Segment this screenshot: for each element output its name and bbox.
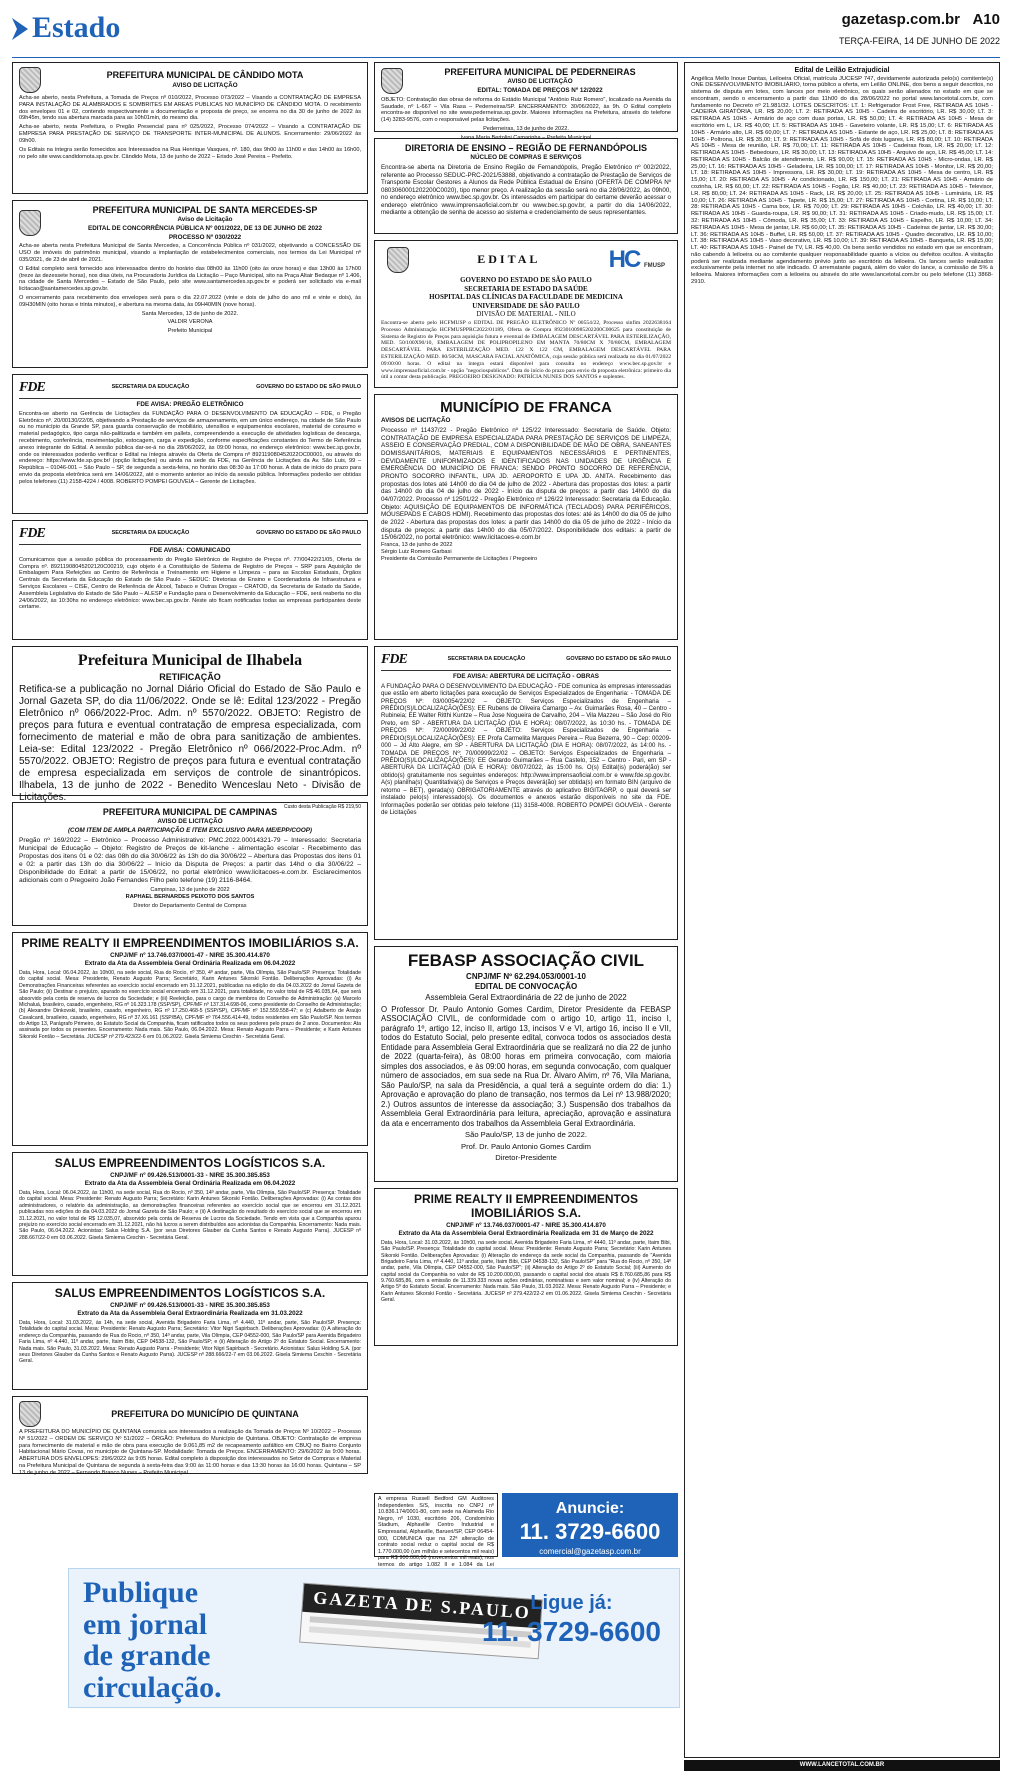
notice-subtitle: PROCESSO Nº 030/2022 xyxy=(168,233,242,241)
promo-cta xyxy=(482,1591,661,1650)
chevron-right-icon xyxy=(12,18,28,40)
notice-subtitle: Aviso de Licitação xyxy=(177,216,233,224)
notice-pederneiras xyxy=(374,62,678,141)
ad-title: Anuncie: xyxy=(555,1500,625,1517)
column-right xyxy=(684,62,1000,1771)
promo-line: circulação. xyxy=(83,1670,222,1704)
ad-email[interactable]: comercial@gazetasp.com.br xyxy=(539,1547,641,1557)
notice-text: A empresa Russell Bedford GM Auditores Independentes S/S, inscrita no CNPJ nº 10.836.174/0001-80, com sede na Alameda Rio Negro, nº 1030, escritório 206, Condomínio Stadium, Alphaville Centro Industrial e Empresarial, Alphaville, Barueri/SP, CEP 06454-000, COMUNICA que na 22ª alteração de contrato social reduz o capital social de R$ 1.770.000,00 (um milhão e setecentos mil reais) para R$ 900.000,00 (novecentos mil reais), nos termos do artigo 1.082 II e 1.084 da Lei xyxy=(378,1496,494,1568)
page-header xyxy=(12,8,1000,58)
notice-signature: São Paulo/SP, 13 de junho de 2022. xyxy=(465,1130,587,1140)
hc-line: HOSPITAL DAS CLÍNICAS DA FACULDADE DE MEDICINA xyxy=(429,293,623,302)
notice-signature: Diretor-Presidente xyxy=(495,1152,557,1162)
notice-title: PREFEITURA MUNICIPAL DE CÂNDIDO MOTA xyxy=(106,70,304,81)
notice-salus-ago xyxy=(12,1152,368,1276)
notice-subtitle: Extrato da Ata da Assembleia Geral Ordinária Realizada em 06.04.2022 xyxy=(84,1180,296,1188)
promo-phone[interactable]: 11. 3729-6600 xyxy=(481,1616,661,1648)
notice-title: MUNICÍPIO DE FRANCA xyxy=(440,399,612,416)
notice-subtitle: AVISO DE LICITAÇÃO xyxy=(507,78,573,86)
fde-governo: GOVERNO DO ESTADO DE SÃO PAULO xyxy=(256,384,361,391)
notice-text: Angélica Mello Inoue Dantas, Leiloeira Oficial, matrícula JUCESP 747, devidamente autorizada pelo(s) comitente(s) ONE DESENVOLVIMENTO IMOBILIÁRIO, torna público a oferta, em Leilão ONLINE, dos bens a seguir descritos, no sistema de disputa em lotes, com lances por meio eletrônico, os quais serão alienados no estado em que se encontram, sendo o encerramento a partir das 11h00 do dia 28/06/2022 no portal www.lancetotal.com.br, com fundamento no Decreto nº 21.981/32. LOTES DESCRITOS: LT. 1: Refrigerador Frost Free, RETIRADA AS 10H5 - CADEIRA GIRATÓRIA, LR. R$ 20,00; LT. 2: RETIRADA AS 10H5 - Cadeira de escritório, LR. R$ 30,00; LT. 3: RETIRADA AS 10H5 - Armário de aço com duas portas, LR. R$ 50,00; LT. 4: RETIRADA AS 10H5 - Mesa de escritório em L, LR. R$ 40,00; LT. 5: RETIRADA AS 10H5 - Gaveteiro volante, LR. R$ 15,00; LT. 6: RETIRADA AS 10H5 - Armário alto, LR. R$ 60,00; LT. 7: RETIRADA AS 10H5 - Estante de aço, LR. R$ 25,00; LT. 8: RETIRADA AS 10H5 - Poltrona, LR. R$ 35,00; LT. 9: RETIRADA AS 10H5 - Sofá de dois lugares, LR. R$ 80,00; LT. 10: RETIRADA AS 10H5 - Mesa de reunião, LR. R$ 70,00; LT. 11: RETIRADA AS 10H5 - Cadeiras fixas, LR. R$ 20,00; LT. 12: RETIRADA AS 10H5 - Bebedouro, LR. R$ 30,00; LT. 13: RETIRADA AS 10H5 - Arquivo de aço, LR. R$ 45,00; LT. 14: RETIRADA AS 10H5 - Balcão de atendimento, LR. R$ 90,00; LT. 15: RETIRADA AS 10H5 - Micro-ondas, LR. R$ 25,00; LT. 16: RETIRADA AS 10H5 - Geladeira, LR. R$ 100,00; LT. 17: RETIRADA AS 10H5 - Monitor, LR. R$ 20,00; LT. 18: RETIRADA AS 10H5 - Impressora, LR. R$ 30,00; LT. 19: RETIRADA AS 10H5 - Mesa de centro, LR. R$ 15,00; LT. 20: RETIRADA AS 10H5 - Ar condicionado, LR. R$ 150,00; LT. 21: RETIRADA AS 10H5 - Armário de cozinha, LR. R$ 60,00; LT. 22: RETIRADA AS 10H5 - Fogão, LR. R$ 40,00; LT. 23: RETIRADA AS 10H5 - Televisor, LR. R$ 80,00; LT. 24: RETIRADA AS 10H5 - Rack, LR. R$ 20,00; LT. 25: RETIRADA AS 10H5 - Luminária, LR. R$ 10,00; LT. 26: RETIRADA AS 10H5 - Tapete, LR. R$ 15,00; LT. 27: RETIRADA AS 10H5 - Cortina, LR. R$ 10,00; LT. 28: RETIRADA AS 10H5 - Cama box, LR. R$ 70,00; LT. 29: RETIRADA AS 10H5 - Colchão, LR. R$ 40,00; LT. 30: RETIRADA AS 10H5 - Guarda-roupa, LR. R$ 90,00; LT. 31: RETIRADA AS 10H5 - Criado-mudo, LR. R$ 15,00; LT. 32: RETIRADA AS 10H5 - Cômoda, LR. R$ 35,00; LT. 33: RETIRADA AS 10H5 - Espelho, LR. R$ 10,00; LT. 34: RETIRADA AS 10H5 - Mesa de jantar, LR. R$ 60,00; LT. 35: RETIRADA AS 10H5 - Cadeiras de jantar, LR. R$ 30,00; LT. 36: RETIRADA AS 10H5 - Buffet, LR. R$ 50,00; LT. 37: RETIRADA AS 10H5 - Quadro decorativo, LR. R$ 10,00; LT. 38: RETIRADA AS 10H5 - Vaso decorativo, LR. R$ 10,00; LT. 39: RETIRADA AS 10H5 - Banqueta, LR. R$ 15,00; LT. 40: RETIRADA AS 10H5 - Painel de TV, LR. R$ 40,00. Os bens serão vendidos no estado em que se encontram, não cabendo à leiloeira ou ao comitente qualquer responsabilidade quanto a vícios ou defeitos ocultos. A visitação poderá ser realizada mediante agendamento prévio junto ao escritório da leiloeira. Os lances serão realizados exclusivamente pela internet no site indicado. O arrematante pagará, além do valor do lance, a comissão de 5% à leiloeira. Maiores informações com a leiloeira ou através do site www.lancetotal.com.br ou pelo telefone (11) 3868-2910. xyxy=(691,75,993,285)
notice-title: FDE AVISA: PREGÃO ELETRÔNICO xyxy=(136,401,244,409)
notice-salus-age xyxy=(12,1282,368,1390)
notice-text: Acha-se aberto, nesta Prefeitura, a Tomada de Preços nº 010/2022, Processo 073/2022 – Visando a CONTRATAÇÃO DE EMPRESA PARA INSTALAÇÃO DE ALAMBRADOS E SOMBRITES EM AREAS PUBLICAS NO MUNICÍPIO DE CÂNDIDO MOTA. O recebimento dos envelopes 01 e 02, contendo respectivamente a documentação e proposta de preço, se encerra no dia 30 de junho de 2022 às 09h45m, tendo sua abertura marcada para as 10h01min, do mesmo dia. xyxy=(19,95,361,122)
notice-signature: Campinas, 13 de junho de 2022 xyxy=(150,886,230,893)
notice-campinas xyxy=(12,802,368,926)
publication-cost: Custo desta Publicação R$ 219,50 xyxy=(284,804,361,811)
notice-text: Data, Hora, Local: 06.04.2022, às 11h00, na sede social, Rua do Rocio, nº 350, 14º andar, parte, Vila Olímpia, São Paulo/SP. Presença: Totalidade do capital social. Mesa: Presidente: Renato Augusto Parra; Secretário: Karin Antunes Sikorski Fontão. Deliberações Aprovadas: (i) As contas dos administradores, o relatório da administração, as demonstrações financeiras referentes ao exercício social que se encerrou em 31.12.2021 publicadas nos edições do dia 04.03.2022 do Jornal Gazeta de São Paulo; e (ii) A destinação do resultado do exercício social que se encerrou em 31.12.2021, no valor total de R$ 12.035,07, absorvido pela conta de Reserva de Lucros da Sociedade. Tendo em vista que a Companhia apurou prejuízo no exercício social encerrado em 31.12.2021, não há lucros a serem distribuídos aos acionistas da Companhia. Encerramento: Nada mais. São Paulo, 06.04.2022. Acionistas: Salus Holding S.A. (por seus Diretores Glauber da Cunha Santos e Renato Augusto Parra). JUCESP nº 288.667/22-0 em 03.06.2022. Gisela Simiema Ceschin - Secretária Geral. xyxy=(19,1190,361,1241)
ad-phone[interactable]: 11. 3729-6600 xyxy=(519,1518,661,1544)
site-url[interactable]: gazetasp.com.br xyxy=(841,11,960,28)
notice-leilao xyxy=(684,62,1000,1758)
coat-of-arms-icon xyxy=(19,1401,41,1427)
notice-signature: Franca, 13 de junho de 2022 xyxy=(381,542,453,548)
notice-santa-mercedes xyxy=(12,200,368,368)
notice-signature: Presidente da Comissão Permanente de Licitações / Pregoeiro xyxy=(381,555,538,562)
notice-title: PRIME REALTY II EMPREENDIMENTOS IMOBILIÁRIOS S.A. xyxy=(413,1192,639,1220)
notice-text: Encontra-se aberto na Gerência de Licitações da FUNDAÇÃO PARA O DESENVOLVIMENTO DA EDUCAÇÃO – FDE, o Pregão Eletrônico nº. 20/00130/22/05, objetivando a Prestação de serviços de armazenamento, em um único endereço, na cidade de São Paulo ou no município da Grande SP, para guarda conservação de mobiliário, utensílios e equipamentos escolares, material de consumo e material pedagógico, tipo carga não-palitizada e também em pallets, compreendendo a execução de atividades logísticas de descarga, recebimento, conferência, movimentação, estocagem, carga e expedição, conforme especificações constantes do Termo de Referência anexo integrante do Edital. A sessão pública dar-se-á no dia 28/06/2022, às 09:00 horas, no endereço eletrônico: www.bec.sp.gov.br, onde os interessados poderão verificar o Edital na íntegra através da Oferta de Compra nº 892119080452022OC00001, ou através do endereço: https://www.fde.sp.gov.br/ (opção licitações) ou ainda na sede da FDE, na Gerência de Licitações da Av. São Luis, 99 – República – 01046-001 – São Paulo – SP, de segunda a sexta-feira, no horário das 08:30 às 17:00 horas. A data de início do prazo para envio da proposta eletrônica será em 14/06/2022, até o momento anterior ao início da sessão pública. Informações poderão ser obtidas pelos telefones (11) 2158-4224 / 4008. ROBERTO POMPEI GOUVEIA – Gerente de Licitações. xyxy=(19,410,361,485)
notice-subtitle: Extrato da Ata da Assembleia Geral Ordinária Realizada em 06.04.2022 xyxy=(84,960,296,968)
notice-subtitle: NÚCLEO DE COMPRAS E SERVIÇOS xyxy=(470,154,582,162)
notice-text: Encontra-se aberto pelo HCFMUSP o EDITAL DE PREGÃO ELETRÔNICO Nº 00554/22, Processo sinfim 2022638164 Processo Administração HCFMUSPPRC2022/01189, Oferta de Compra 89230100985202200C00625 para constituição de Sistema de Registro de Preços para aquisição futura e eventual de EMBALAGEM DESCARTÁVEL PARA ESTERILIZAÇÃO, MED. 50/100X90/10, EMBALAGEM DE POLIPROPILENO EM MANTA 70/80CM X 70/80CM, EMBALAGEM DESCARTÁVEL PARA ESTERILIZAÇÃO MED. 122 X 122 CM, EMBALAGEM DESCARTÁVEL PARA ESTERILIZAÇÃO MED. 80/50CM, MASCARA FACIAL ANATÔMICA, cuja sessão pública será realizada no dia 01/07/2022 09:00:00 horas. O edital na íntegra estará disponível para consulta no endereço www.bec.sp.gov.br e www.imprensaoficial.com.br - opção "negociospublicos". Data do início do prazo para envio da proposta eletrônica: primeiro dia útil a contar desta publicação. PREGOEIRO DESIGNADO: PATRÍCIA NUNES DOS SANTOS e suplentes. xyxy=(381,319,671,381)
notice-subtitle: Extrato da Ata da Assembleia Geral Extraordinária Realizada em 31 de Março de 2022 xyxy=(398,1230,654,1238)
fde-header xyxy=(19,525,361,545)
fde-secretaria: SECRETARIA DA EDUCAÇÃO xyxy=(111,530,190,537)
notice-cnpj: CNPJ/MF Nº 62.294.053/0001-10 xyxy=(466,971,586,981)
fde-logo: FDE xyxy=(19,526,45,541)
notice-russell-bedford xyxy=(374,1493,498,1568)
notice-text: Comunicamos que a sessão pública do processamento do Pregão Eletrônico de Registro de Preços nº. 77/00422/21/05, Oferta de Compra nº. 89211908045202120C00219, cujo objeto é a Constituição de Sistema de Registro de Preços – SRP para Aquisição de Embalagem Para Refeições ao Centro de Referência e Treinamento em Higiene e Limpeza – para as Escolas Estaduais, Órgãos Centrais da Secretaria da Educação do Estado de São Paulo – SEDUC: Diretorias de Ensino e Coordenadoria de Infraestrutura e Serviços Escolares – CISE, Centro de Referência de Álcool, Tabaco e Outras Drogas – CRATOD, da Secretaria de Estado da Saúde, Assembleia Legislativa do Estado de São Paulo – ALESP e Fundação para o Desenvolvimento da Educação – FDE, será reaberta no dia 24/06/2022, às 10:30hs no endereço eletrônico: www.bec.sp.gov.br. Neste ato ficam notificadas todas as empresas participantes deste certame. xyxy=(19,556,361,611)
promo-ligue: Ligue já: xyxy=(530,1592,613,1614)
fde-governo: GOVERNO DO ESTADO DE SÃO PAULO xyxy=(256,530,361,537)
notice-prime-realty-ago xyxy=(12,932,368,1146)
notice-text: O Edital completo será fornecido aos interessados dentro do horário das 08h00 às 11h00 (oito às onze horas) e das 13h00 às 17h00 (treze às dezessete horas), nos dias úteis, na Procuradoria Jurídica da Licitação – Paço Municipal, sito na Praça Altair Bedaque nº 1.406, na cidade de Santa Mercedes – Estado de São Paulo, pelo site www.santamercedes.sp.gov.br e poderá ser solicitado via e-mail licitacao@santamercedes.sp.gov.br. xyxy=(19,265,361,293)
notice-title: DIRETORIA DE ENSINO – REGIÃO DE FERNANDÓPOLIS xyxy=(404,143,648,153)
notice-franca xyxy=(374,394,678,640)
section-title: Estado xyxy=(32,11,121,44)
notice-title: PRIME REALTY II EMPREENDIMENTOS IMOBILIÁRIOS S.A. xyxy=(21,936,359,950)
notice-fde-comunicado xyxy=(12,520,368,640)
notice-signature: Ivana Maria Bertolini Camarinha – Prefeita Municipal xyxy=(460,134,592,141)
notice-subtitle: (COM ITEM DE AMPLA PARTICIPAÇÃO E ITEM EXCLUSIVO PARA ME/EPP/COOP) xyxy=(67,827,313,835)
hc-logo-sub: FMUSP xyxy=(644,263,665,269)
notice-title: PREFEITURA MUNICIPAL DE CAMPINAS xyxy=(102,807,278,817)
notice-subtitle: AVISO DE LICITAÇÃO xyxy=(172,81,238,89)
notice-text: Data, Hora, Local: 06.04.2022, às 10h00, na sede social, Rua do Rocio, nº 350, 4º andar, parte, Vila Olímpia, São Paulo/SP. Presença: Totalidade do capital social. Mesa: Presidente, Renato Augusto Parra; Secretário, Karin Antunes Sikorski Fontão. Deliberações Aprovadas: (i) As Demonstrações Financeiras referentes ao exercício social encerrado em 31.12.2021, publicadas na edição do dia 04.03.2022 do Jornal Gazeta de São Paulo; (ii) Destinar o prejuízo, apurado no exercício social encerrado em 31.12.2021, para totalidade, no valor total de R$ 46.035,64, que será absorvido pela conta de reserva de lucros da Sociedade; e (iii) Reeleição, para o cargo de membros do Conselho de Administração: (a) Marcelo Michaluá, brasileiro, casado, engenheiro, RG nº 16.323.178 (SSP/SP), CPF/MF nº 137.314.698-06, como presidente do Conselho de Administração; (b) Alexandre Dinkovski, brasileiro, casado, engenheiro, RG nº 17.250.468-5 (SSP/SP), CPF/MF nº 152.559.558-47; e (c) Adalberto de Araújo Cavalcanti, brasileiro, casado, engenheiro, RG nº 37.X6.161 (SSP/BA), CPF/MF nº 764.556.414-49, todos residentes em São Paulo/SP. Nos termos do Artigo 13, Parágrafo Primeiro, do Estatuto Social da Companhia, ficam ratificados todos os seus poderes pelo prazo de 2 anos. Documentos: Ata assinada por todos os presentes. Encerramento: Nada mais. São Paulo, 06.04.2022. Mesa: Renato Augusto Parra – Presidente; e Karin Antunes Sikorski Fontão – Secretária. JUCESP nº 279.423/22-6 em 01.06.2022. Gisela Simiema Ceschin - Secretária Geral. xyxy=(19,970,361,1040)
notice-title: PREFEITURA MUNICIPAL DE PEDERNEIRAS xyxy=(444,67,636,77)
notice-candido-mota xyxy=(12,62,368,194)
notice-title: PREFEITURA DO MUNICÍPIO DE QUINTANA xyxy=(111,1408,299,1419)
hc-body xyxy=(381,276,671,381)
notice-title: Edital de Leilão Extrajudicial xyxy=(794,67,890,74)
notice-text: Pregão nº 169/2022 – Eletrônico – Processo Administrativo: PMC.2022.00014321-79 – Interessado: Secretaria Municipal de Educação – Objeto: Registro de Preços de kit-lanche - alimentação escolar - Recebimento das Propostas dos itens 01 e 02: das 08h do dia 30/06/22 às 13h do dia 30/06/22 – Abertura das Propostas dos itens 01 e 02: a partir das 13h do dia 30/06/22 – Início da Disputa de Preços: a partir das 14hd o dia 30/06/22 – Disponibilidade do Edital: a partir de 15/06/22, no portal eletrônico www.licitacoes-e.com.br. Esclarecimentos adicionais com o Pregoeiro João Fernandes Filho pelo telefone (19) 2116-8464. xyxy=(19,836,361,884)
promo-text xyxy=(83,1577,222,1703)
notice-title: SALUS EMPREENDIMENTOS LOGÍSTICOS S.A. xyxy=(54,1156,326,1170)
hc-line: GOVERNO DO ESTADO DE SÃO PAULO xyxy=(460,276,592,285)
notice-title: PREFEITURA MUNICIPAL DE SANTA MERCEDES-SP xyxy=(92,205,318,215)
promo-line: em jornal xyxy=(83,1607,208,1641)
notice-subtitle: Assembleia Geral Extraordinária de 22 de junho de 2022 xyxy=(425,993,627,1003)
notice-subtitle: RETIFICAÇÃO xyxy=(159,671,221,682)
notice-text: O encerramento para recebimento dos envelopes será para o dia 22.07.2022 (vinte e dois de julho do ano mil e vinte e dois), às 09H30MIN (oito horas e trinta minutos), e abertura na mesma data, às 09H40MIN (nove horas). xyxy=(19,295,361,308)
ad-anuncie[interactable] xyxy=(502,1493,678,1557)
notice-febasp xyxy=(374,946,678,1182)
notice-signature: VALDIR VERONA xyxy=(167,319,213,326)
fde-header xyxy=(381,651,671,671)
notice-ilhabela xyxy=(12,646,368,811)
fde-logo: FDE xyxy=(381,652,407,667)
hc-line: UNIVERSIDADE DE SÃO PAULO xyxy=(472,301,580,310)
notice-title: FEBASP ASSOCIAÇÃO CIVIL xyxy=(407,951,645,970)
notice-fde-obras xyxy=(374,646,678,940)
date-line: TERÇA-FEIRA, 14 DE JUNHO DE 2022 xyxy=(838,36,1000,46)
notice-subtitle: AVISO DE LICITAÇÃO xyxy=(157,818,223,826)
coat-of-arms-icon xyxy=(19,67,41,93)
notice-hc-fmusp xyxy=(374,240,678,388)
fde-logo: FDE xyxy=(19,380,45,395)
notice-text: Acha-se aberto, nesta Prefeitura, o Pregão Presencial para nº 025/2022, Processo 074/2022 – Visando a CONTRATAÇÃO DE EMPRESA PARA PRESTAÇÃO DE SERVIÇO DE TRANSPORTE INTER-MUNICIPAL DE ALUNOS. Encerramento: 29/06/2022 às 09h00. xyxy=(19,124,361,144)
notice-title: FDE AVISA: COMUNICADO xyxy=(149,547,231,555)
notice-text: OBJETO: Contratação das obras de reforma do Estádio Municipal "Antônio Ruiz Romero", localizado na Avenida da Saudade, nº L-667 – Vila Rasa – Pederneiras/SP. ENCERRAMENTO: 30/06/2022, às 9h. O Edital completo encontra-se disponível no site www.pederneiras.sp.gov.br. Maiores informações na Prefeitura, através do telefone (14) 3283-9576, com o responsável pelas licitações. xyxy=(381,96,671,124)
fde-secretaria: SECRETARIA DA EDUCAÇÃO xyxy=(111,384,190,391)
fde-header xyxy=(19,379,361,399)
notice-text: A PREFEITURA DO MUNICÍPIO DE QUINTANA comunica aos interessados a realização da Tomada de Preços Nº 10/2022 – Processo Nº 51/2022 – ORDEM DE SERVIÇO Nº 51/2022 – ÓRGÃO: Prefeitura do Município de Quintana. OBJETO: Contratação de empresa para fornecimento de material e mão de obra para execução de 9.061,85 m2 de recapeamento asfáltico em CBUQ no Bairro Conjunto Habitacional Mário Covas, no município de Quintana-SP. Modalidade: Tomada de Preços. ENCERRAMENTO: 29/6/2022 às 9:00 horas. ABERTURA DOS ENVELOPES: 29/6/2022 às 9:05 horas. Edital completo à disposição dos interessados no Setor de Compras e Material na Prefeitura Municipal de Quintana de segunda à sexta-feira das 9:00 às 11:00 horas e das 13:30 horas às 16:00 horas. Quintana – SP 13 de junho de 2022 – Fernando Branco Nunes – Prefeito Municipal. xyxy=(19,1429,361,1476)
notice-title: SALUS EMPREENDIMENTOS LOGÍSTICOS S.A. xyxy=(54,1286,326,1300)
notice-text: Encontra-se aberta na Diretoria de Ensino Região de Fernandópolis, Pregão Eletrônico nº 002/2022, referente ao Processo SEDUC-PRC-2021/53888, objetivando a contratação de Prestação de Serviços de Transporte Escolar Gestores a Alunos da Rede Pública Estadual de Ensino (OFERTA DE COMPRA Nº 0803060001202200C0020), tipo menor preço. A realização da sessão será no dia 28/06/2022, às 09h00, no endereço eletrônico www.bec.sp.gov.br. Os interessados em participar do certame deverão acessar o endereço eletrônico www.imprensaoficial.com.br ou www.bec.sp.gov.br, a partir do dia 14/06/2022, mediante a obtenção de senha de acesso ao sistema e credenciamento de seus representantes. xyxy=(381,164,671,217)
notice-signature: Diretor do Departamento Central de Compras xyxy=(133,902,247,909)
fde-secretaria: SECRETARIA DA EDUCAÇÃO xyxy=(447,656,526,663)
notice-fernandopolis xyxy=(374,138,678,234)
notice-signature: Prof. Dr. Paulo Antonio Gomes Cardim xyxy=(461,1141,591,1151)
hc-logo-text: HC xyxy=(608,246,640,273)
notice-subtitle: EDITAL DE CONCORRÊNCIA PÚBLICA Nº 001/2022, DE 13 DE JUNHO DE 2022 xyxy=(88,225,322,233)
masthead: GAZETA DE S.PAULO xyxy=(302,1584,541,1628)
notice-cnpj: CNPJ/MF nº 13.746.037/0001-47 - NIRE 35.300.414.870 xyxy=(110,951,270,959)
coat-of-arms-icon xyxy=(381,68,403,94)
hc-logo xyxy=(609,245,665,274)
notice-text: Acha-se aberta nesta Prefeitura Municipal de Santa Mercedes, a Concorrência Pública nº 031/2022, objetivando a CONCESSÃO DE USO de imóveis do patrimônio municipal, visando a implantação de estabelecimentos comerciais, nos termos da Lei Municipal nº 035/2021, de 23 de abril de 2021. xyxy=(19,243,361,263)
coat-of-arms-icon xyxy=(19,210,41,236)
notice-text: Data, Hora, Local: 31.03.2022, às 10h00, na sede social, Avenida Brigadeiro Faria Lima, nº 4440, 11º andar, parte, Itaim Bibi, São Paulo/SP. Presença: Totalidade do capital social. Mesa: Presidente: Renato Augusto Parra; Secretário: Karin Antunes Sikorski Fontão. Deliberações Aprovadas: (i) Alteração do endereço da sede social da Companhia, passando de "Avenida Brigadeiro Faria Lima, nº 4.440, 11º andar, parte, Itaim Bibi, CEP 04538-132, São Paulo/SP" para "Rua do Rocio, nº 350, 14º andar, parte, Vila Olímpia, CEP 04552-000, São Paulo/SP"; (ii) Alteração do Artigo 2º do Estatuto Social; (iii) Aumento do capital social da Companhia no valor de R$ 10.200.000,00, passando o capital social dos atuais R$ 8.760.685,86 para R$ 9.760.685,86, com a emissão de 11.339.333 novas ações ordinárias, nominativas e sem valor nominal; e (iv) Alteração do Artigo 5º do Estatuto Social. Encerramento: Nada mais. São Paulo, 31.03.2022. Mesa: Renato Augusto Parra – Presidente; e Karin Antunes Sikorski Fontão - Secretária. JUCESP nº 279.422/22-2 em 01.06.2022. Gisela Simiema Ceschin - Secretária Geral. xyxy=(381,1239,671,1304)
notice-text: Retifica-se a publicação no Jornal Diário Oficial do Estado de São Paulo e Jornal Gazeta SP, do dia 11/06/2022. Onde se lê: Edital 123/2022 - Pregão Eletrônico nº 066/2022-Proc. Adm. nº 5570/2022. OBJETO: Registro de preços para futura e eventual contratação de empresa especializada, com fornecimento de material e mão de obra para sanitização de ambientes. Leia-se: Edital 123/2022 - Pregão Eletrônico nº 066/2022-Proc.Adm. nº 5570/2022. OBJETO: Registro de preços para futura e eventual contratação de empresa especializada em serviços de controle de sinantrópicos. Ilhabela, 13 de junho de 2022 - Benedito Wenceslau Neto - Divisão de Licitações. xyxy=(19,684,361,804)
notice-text: Processo nº 11437/22 - Pregão Eletrônico nº 125/22 Interessado: Secretaria de Saúde. Objeto: CONTRATAÇÃO DE EMPRESA ESPECIALIZADA PARA PRESTAÇÃO DE SERVIÇOS DE LIMPEZA, ASSEIO E CONSERVAÇÃO PREDIAL, COM A DISPONIBILIDADE DE MÃO DE OBRA, SANEANTES DOMISSANITÁRIOS, MATERIAIS E EQUIPAMENTOS NECESSÁRIOS E PERTINENTES, DEVIDAMENTE UNIFORMIZADOS E IDENTIFICADOS NAS UNIDADES DE URGÊNCIA E EMERGÊNCIA DO MUNICÍPIO DE FRANCA: SENDO PRONTO SOCORRO DE REFERÊNCIA, PRONTO SOCORRO INFANTIL, UPA JD. AEROPORTO E UPA JD. ANITA. Recebimento das propostas dos lotes até 14h00 do dia 04 de julho de 2022 - Abertura das propostas dos lotes: a partir das 14h00 do dia 04 de julho de 2022 - Início da disputa de preços: a partir das 14h00 do dia 04/07/2022. Processo nº 12501/22 - Pregão Eletrônico nº 126/22 Interessado: Secretaria da Educação. Objeto: AQUISIÇÃO DE EQUIPAMENTOS DE INFORMÁTICA (TECLADOS) PARA PERIFÉRICOS, MOUSEPADS E CABOS HDMI). Recebimento das propostas dos lotes: até às 14h00 do dia 05 de julho de 2022 - Abertura das propostas dos lotes: a partir das 14h00 do dia 05 de julho de 2022 - Início da disputa de preços: a partir das 14h00 do dia 05/07/2022. Disponibilidade dos editais: a partir de 15/06/2022, no portal eletrônico: www.licitacoes-e.com.br xyxy=(381,426,671,542)
notice-signature: Sérgio Luiz Romero Garbasi xyxy=(381,548,452,555)
notice-text: Os Editais na íntegra serão fornecidos aos Interessados na Rua Henrique Vasques, nº. 180, das 9h00 às 11h00 e das 14h00 às 16h00, no pelo site www.candidomota.sp.gov.br. Cândido Mota, 13 de junho de 2022 – Erisdo José Pereira – Prefeito. xyxy=(19,146,361,160)
promo-line: de grande xyxy=(83,1639,211,1672)
notice-text: O Professor Dr. Paulo Antonio Gomes Cardim, Diretor Presidente da FEBASP ASSOCIAÇÃO CIVIL, de conformidade com o artigo 10, artigo 11, inciso I, parágrafo 1º, artigo 12, inciso II, artigo 13, incisos V e VI, artigo 16, inciso II e VII, todos do Estatuto Social, pelo presente edital, convoca todos os associados desta Entidade para Assembleia Geral Extraordinária que se realizará no dia 22 de junho de 2022 (quarta-feira), às 08:00 horas em primeira convocação, com maioria simples dos associados, e às 09:00 horas, em segunda convocação, com qualquer número de associados, em sua sede na Rua Dr. Álvaro Alvim, nº 76, Vila Mariana, São Paulo/SP, na sala da Presidência, a qual terá a seguinte ordem do dia: 1.) Aprovação e aprovação do plano de transação, nos termos da Lei nº 13.988/2020; 2.) Outros assuntos de interesse da associação; 3.) Suspensão dos trabalhos da Assembleia Geral Extraordinária para leitura, apreciação, aprovação e assinatura da ata e encerramento dos trabalhos da Assembleia Geral Extraordinária. xyxy=(381,1004,671,1128)
notice-fde-pregao xyxy=(12,374,368,514)
coat-of-arms-icon xyxy=(387,247,409,273)
fde-governo: GOVERNO DO ESTADO DE SÃO PAULO xyxy=(566,656,671,663)
notice-quintana xyxy=(12,1396,368,1474)
notice-title: Prefeitura Municipal de Ilhabela xyxy=(77,652,303,669)
notice-prime-realty-age xyxy=(374,1188,678,1346)
notice-title: FDE AVISA: ABERTURA DE LICITAÇÃO - OBRAS xyxy=(453,673,599,681)
notice-text: A FUNDAÇÃO PARA O DESENVOLVIMENTO DA EDUCAÇÃO - FDE comunica às empresas interessadas que estão em aberto licitações para execução de Serviços Especializados de Engenharia: - TOMADA DE PREÇOS Nº: 03/00054/22/02 – OBJETO: Serviços Especializados de Engenharia – PRÉDIO(S)/LOCALIZAÇÃO(ÕES): EE Rubens de Oliveira Camargo – Av. Guimarães Rosa, 40 – Centro - Rubineia; EE Walter Ritthi Kuntze – Rua Jose Nogueira de Carvalho, 204 – Vila Mazzeu – São José do Rio Preto, em SP - ABERTURA DA LICITAÇÃO (DIA E HORA): 08/07/2022, às 10:30 hs. - TOMADA DE PREÇOS Nº: 72/00099/22/02 – OBJETO: Serviços Especializados de Engenharia – PRÉDIO(S)/LOCALIZAÇÃO(ÕES): EE Profa Carmelita Marques Pereira – Rua Bezerra, 90 – Cep: 00209-000 – Jd Alto Alegre, em SP - ABERTURA DA LICITAÇÃO (DIA E HORA): 08/07/2022, às 14:00 hs. - TOMADA DE PREÇOS Nº: 70/00999/22/02 – OBJETO: Serviços Especializados de Engenharia – PRÉDIO(S)/LOCALIZAÇÃO(ÕES): EE Gerardo Guimarães – Rua Castelo, 152 – Centro - Pari, em SP - ABERTURA DA LICITAÇÃO (DIA E HORA): 08/07/2022, às 15:00 hs. O(s) Edital(is) poderá(ão) ser obtido(s) gratuitamente nos seguintes endereços: http://www.imprensaoficial.com.br e www.fde.sp.gov.br. A(s) planilha(s) Quantitativa(s) de Serviços e Preços deverá(ão) ser obtida(s) em formato BIN (arquivo de retorno – BET), gerada(s) OBRIGATORIAMENTE através do aplicativo BIGITAGRP, o qual deverá ser instalado pelo(s) interessado(s). Os documentos e anexos estarão disponíveis no site da FDE. Informações poderão ser obtidas pelo telefone (11) 3158-4008. ROBERTO POMPEI GOUVEIA - Gerente de Licitações xyxy=(381,682,671,816)
notice-cnpj: CNPJ/MF nº 13.746.037/0001-47 - NIRE 35.300.414.870 xyxy=(446,1221,606,1229)
leilao-footer[interactable]: WWW.LANCETOTAL.COM.BR xyxy=(684,1760,1000,1771)
notice-signature: RAPHAEL BERNARDES PEIXOTO DOS SANTOS xyxy=(125,893,255,900)
ad-publique[interactable] xyxy=(68,1568,680,1708)
column-left xyxy=(12,62,368,1480)
hc-line: SECRETARIA DE ESTADO DA SAÚDE xyxy=(464,284,588,293)
column-middle xyxy=(374,62,678,1352)
hc-line: DIVISÃO DE MATERIAL - NILO xyxy=(476,310,576,319)
notice-text: Data, Hora, Local: 31.03.2022, às 14h, na sede social, Avenida Brigadeiro Faria Lima, nº 4.440, 11º andar, parte, São Paulo/SP. Presença: Totalidade do capital social. Mesa: Presidente: Renato Augusto Parra; Secretário: Vitor Nigri Sapirbach. Deliberações Aprovadas: (i) A alteração do endereço da Companhia, passando de Rua do Rocio, nº 350, 14º andar, parte, Vila Olímpia, CEP 04552-000, São Paulo/SP para Avenida Brigadeiro Faria Lima, nº 4.440, 11º andar, parte, Itaim Bibi, CEP 04538-132, São Paulo/SP; e (ii) Alteração do Artigo 2º do Estatuto Social. Encerramento: Nada mais. São Paulo, 31.03.2022. Mesa: Renato Augusto Parra - Presidente; Vitor Nigri Sapirbach - Secretário. Acionistas: Salus Holding S.A. (por seus Diretores Glauber da Cunha Santos e Renato Augusto Parra). JUCESP nº 288.666/22-7 em 03.06.2022. Gisela Simiema Ceschin - Secretária Geral. xyxy=(19,1320,361,1365)
notice-cnpj: CNPJ/MF nº 09.426.513/0001-33 - NIRE 35.300.385.853 xyxy=(110,1301,270,1309)
notice-signature: Santa Mercedes, 13 de junho de 2022. xyxy=(141,310,239,317)
notice-subtitle: AVISOS DE LICITAÇÃO xyxy=(381,417,451,425)
notice-subtitle: Extrato da Ata da Assembleia Geral Extraordinária Realizada em 31.03.2022 xyxy=(77,1310,303,1318)
page-number: A10 xyxy=(972,11,1000,28)
notice-signature: Prefeito Municipal xyxy=(167,328,213,335)
promo-line: Publique xyxy=(83,1576,199,1609)
edital-label: EDITAL xyxy=(477,252,541,267)
notice-subtitle: EDITAL: TOMADA DE PREÇOS Nº 12/2022 xyxy=(477,87,603,95)
notice-signature: Pederneiras, 13 de junho de 2022. xyxy=(483,125,569,132)
notice-subtitle: EDITAL DE CONVOCAÇÃO xyxy=(474,982,578,992)
notice-cnpj: CNPJ/MF nº 09.426.513/0001-33 - NIRE 35.300.385.853 xyxy=(110,1171,270,1179)
hc-header xyxy=(381,243,671,276)
